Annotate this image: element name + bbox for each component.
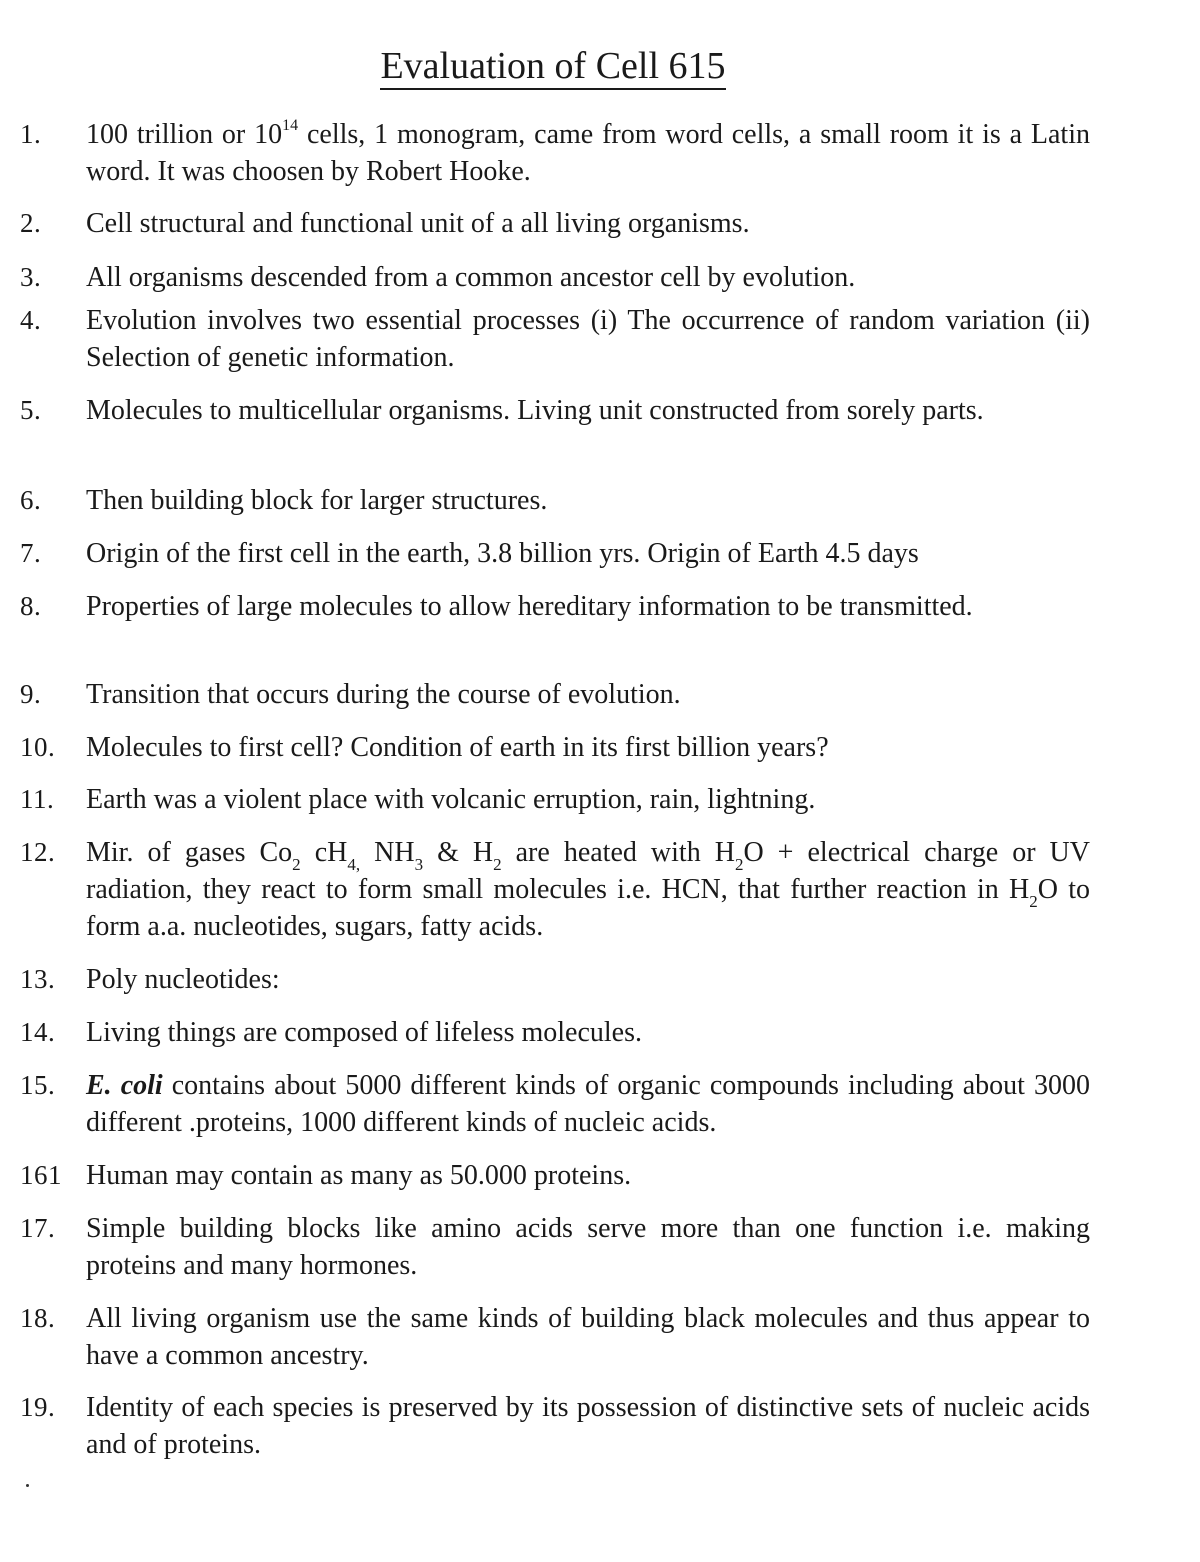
item-text: Evolution involves two essential processes (i) The occurrence of random variation (ii) Selection of genetic information.: [86, 305, 1090, 373]
title-text: Evaluation of Cell 615: [380, 45, 725, 90]
item-number: 11.: [20, 784, 55, 814]
document-title: [0, 40, 1106, 92]
item-number: 6.: [20, 485, 42, 515]
item-text: E. coli contains about 5000 different kinds of organic compounds including about 3000 different .proteins, 1000 different kinds of nucleic acids.: [86, 1070, 1090, 1138]
item-text: Cell structural and functional unit of a all living organisms.: [86, 208, 750, 239]
item-text: Earth was a violent place with volcanic erruption, rain, lightning.: [86, 784, 816, 815]
item-number: 10.: [20, 732, 56, 762]
item-text: Simple building blocks like amino acids serve more than one function i.e. making proteins and many hormones.: [86, 1213, 1090, 1281]
item-number: 161: [20, 1160, 62, 1190]
item-text: Human may contain as many as 50.000 proteins.: [86, 1160, 632, 1191]
item-number: 3.: [20, 262, 42, 292]
item-text: Living things are composed of lifeless molecules.: [86, 1017, 642, 1048]
item-number: 5.: [20, 395, 42, 425]
item-text: Properties of large molecules to allow hereditary information to be transmitted.: [86, 591, 973, 622]
item-number: 12.: [20, 837, 56, 867]
stray-mark: [26, 1484, 29, 1487]
item-number: 7.: [20, 538, 42, 568]
item-text: Identity of each species is preserved by its possession of distinctive sets of nucleic acids and of proteins.: [86, 1392, 1090, 1460]
item-text: Transition that occurs during the course of evolution.: [86, 679, 681, 710]
item-number: 19.: [20, 1392, 56, 1422]
item-text: Origin of the first cell in the earth, 3.8 billion yrs. Origin of Earth 4.5 days: [86, 538, 919, 569]
item-text: All living organism use the same kinds of building black molecules and thus appear to have a common ancestry.: [86, 1303, 1090, 1371]
item-number: 17.: [20, 1213, 56, 1243]
item-text: 100 trillion or $10^{14}$ cells, 1 monogram, came from word cells, a small room it is a Latin word. It was choosen by Robert Hooke.: [86, 116, 1090, 187]
item-number: 8.: [20, 591, 42, 621]
item-text: All organisms descended from a common ancestor cell by evolution.: [86, 262, 856, 293]
item-text: Molecules to first cell? Condition of earth in its first billion years?: [86, 732, 829, 763]
item-text: Molecules to multicellular organisms. Living unit constructed from sorely parts.: [86, 395, 984, 426]
item-number: 14.: [20, 1017, 56, 1047]
item-number: 18.: [20, 1303, 56, 1333]
item-number: 4.: [20, 305, 42, 335]
item-number: 15.: [20, 1070, 56, 1100]
item-number: 13.: [20, 964, 56, 994]
item-number: 9.: [20, 679, 42, 709]
item-number: 1.: [20, 119, 42, 149]
item-text: Mir. of gases $Co_2$ $cH_{4,}$ $NH_3$ & $H_2$ are heated with $H_2O$ + electrical charge or UV radiation, they react to form small molecules i.e. HCN, that further reaction in $H_2O$ to form a.a. nucleotides, sugars, fatty acids.: [86, 837, 1091, 942]
item-text: Poly nucleotides:: [86, 964, 280, 995]
item-text: Then building block for larger structures.: [86, 485, 548, 516]
item-number: 2.: [20, 208, 42, 238]
